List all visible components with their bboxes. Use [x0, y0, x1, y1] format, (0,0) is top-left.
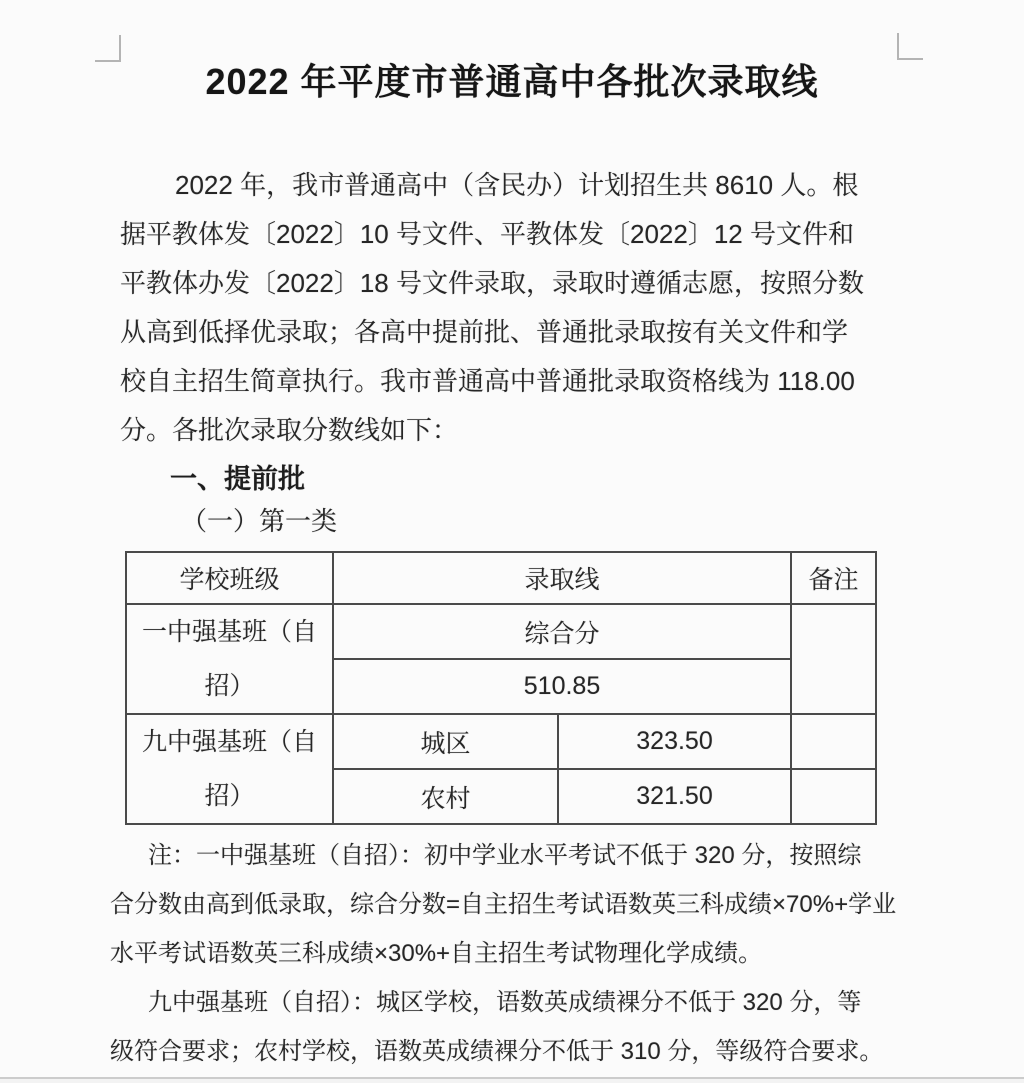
paragraph-line: 从高到低择优录取；各高中提前批、普通批录取按有关文件和学	[120, 317, 849, 347]
admission-score-table	[125, 551, 877, 825]
note-line: 级符合要求；农村学校，语数英成绩裸分不低于 310 分，等级符合要求。	[110, 1038, 884, 1065]
paragraph-line: 平教体办发〔2022〕18 号文件录取，录取时遵循志愿，按照分数	[120, 268, 864, 298]
score-type-cell-composite: 综合分	[333, 604, 791, 659]
section-heading-first-batch: 一、提前批	[170, 464, 305, 494]
paragraph-line: 据平教体发〔2022〕10 号文件、平教体发〔2022〕12 号文件和	[120, 219, 854, 249]
category-cell-urban: 城区	[333, 714, 558, 769]
score-cell-urban: 323.50	[558, 714, 791, 769]
text-boundary-mark-top-right	[897, 33, 923, 60]
subsection-heading-category-one: （一）第一类	[181, 506, 338, 536]
note-paragraph-no1-class	[110, 831, 896, 978]
note-line: 合分数由高到低录取，综合分数=自主招生考试语数英三科成绩×70%+学业	[110, 891, 897, 918]
table-header-row	[126, 552, 876, 604]
note-line: 九中强基班（自招）：城区学校，语数英成绩裸分不低于 320 分，等	[148, 989, 862, 1016]
remark-cell-empty	[791, 604, 876, 714]
note-line: 注：一中强基班（自招）：初中学业水平考试不低于 320 分，按照综	[148, 842, 862, 869]
note-paragraph-no9-class	[110, 978, 883, 1076]
document-title: 2022 年平度市普通高中各批次录取线	[205, 61, 819, 102]
note-line: 水平考试语数英三科成绩×30%+自主招生考试物理化学成绩。	[110, 940, 763, 967]
table-row	[126, 714, 876, 769]
school-cell-no9-qiangji-class: 九中强基班（自招）	[126, 714, 333, 824]
page-bottom-edge-area	[0, 1079, 1024, 1083]
category-cell-rural: 农村	[333, 769, 558, 824]
intro-paragraph	[120, 161, 864, 455]
remark-cell-empty	[791, 769, 876, 824]
remark-cell-empty	[791, 714, 876, 769]
score-cell-composite: 510.85	[333, 659, 791, 714]
paragraph-line: 校自主招生简章执行。我市普通高中普通批录取资格线为 118.00	[120, 366, 855, 396]
col-header-school-class: 学校班级	[126, 552, 333, 604]
score-cell-rural: 321.50	[558, 769, 791, 824]
col-header-remark: 备注	[791, 552, 876, 604]
table-row	[126, 604, 876, 659]
paragraph-line: 2022 年，我市普通高中（含民办）计划招生共 8610 人。根	[175, 170, 859, 200]
col-header-admission-line: 录取线	[333, 552, 791, 604]
school-cell-no1-qiangji-class: 一中强基班（自招）	[126, 604, 333, 714]
paragraph-line: 分。各批次录取分数线如下：	[120, 415, 459, 445]
